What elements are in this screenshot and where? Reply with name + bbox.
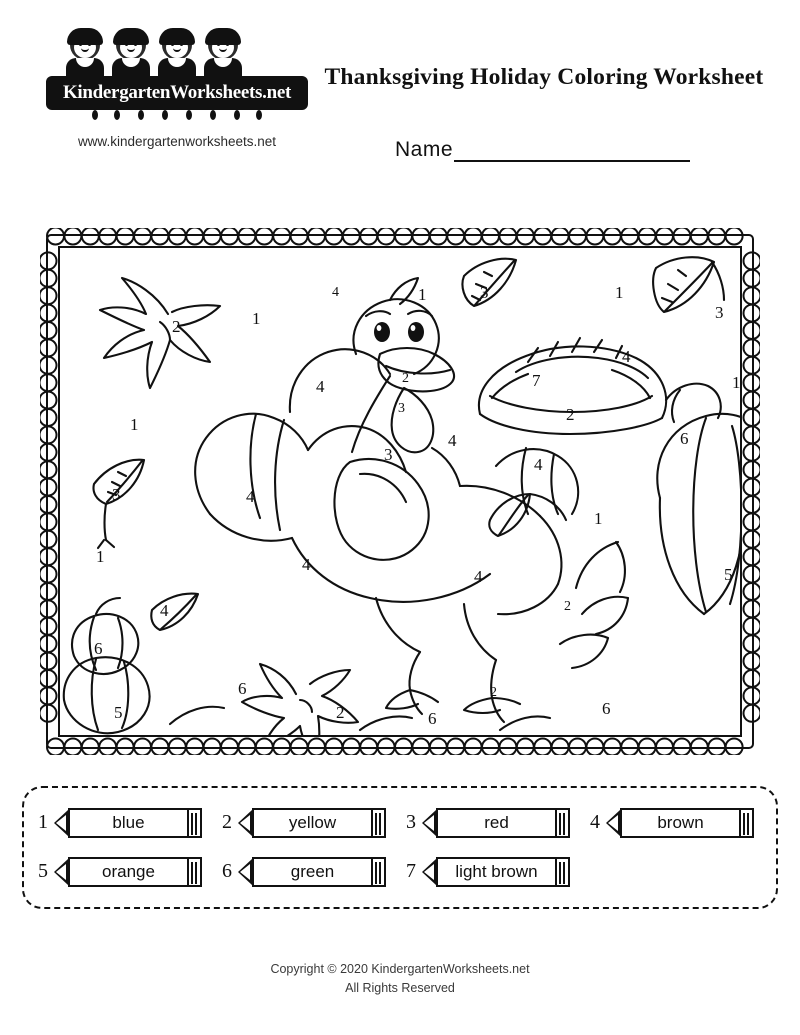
coloring-panel xyxy=(40,228,760,755)
crayon-tip-inner xyxy=(424,815,434,831)
legend-number: 7 xyxy=(406,860,416,882)
color-number-label: 3 xyxy=(112,485,121,504)
crayon-icon xyxy=(422,855,570,889)
color-number-label: 1 xyxy=(594,509,603,528)
color-number-label: 5 xyxy=(724,565,733,584)
name-label: Name xyxy=(395,138,454,161)
color-number-label: 4 xyxy=(534,455,543,474)
color-number-label: 2 xyxy=(564,599,571,614)
color-number-label: 3 xyxy=(480,283,489,302)
site-url-text: www.kindergartenworksheets.net xyxy=(77,134,277,149)
rights-text: All Rights Reserved xyxy=(345,980,455,995)
legend-color-name: yellow xyxy=(288,812,337,832)
crayon-icon xyxy=(606,806,754,840)
legend-item[interactable] xyxy=(400,798,584,847)
crayon-end xyxy=(557,857,570,887)
crayon-tip-inner xyxy=(240,864,250,880)
color-number-label: 4 xyxy=(246,487,255,506)
crayon-tip-inner xyxy=(424,864,434,880)
color-number-label: 4 xyxy=(474,567,483,586)
color-number-label: 6 xyxy=(680,429,689,448)
color-number-label: 5 xyxy=(114,703,123,722)
color-key-legend xyxy=(22,786,778,909)
crayon-tip-inner xyxy=(56,815,66,831)
page-footer xyxy=(0,960,800,998)
crayon-icon xyxy=(238,855,386,889)
crayon-barrel xyxy=(436,857,557,887)
crayon-barrel xyxy=(68,857,189,887)
crayon-icon xyxy=(54,855,202,889)
kid-figure-4 xyxy=(202,28,244,82)
legend-color-name: light brown xyxy=(455,861,538,881)
legend-item[interactable] xyxy=(216,847,400,896)
legend-number: 1 xyxy=(38,811,48,833)
legend-color-name: orange xyxy=(102,861,155,881)
color-number-label: 4 xyxy=(160,601,169,620)
color-number-label: 6 xyxy=(94,639,103,658)
legend-item-empty xyxy=(584,847,768,896)
turkey-scene-illustration xyxy=(60,248,742,737)
color-number-label: 1 xyxy=(615,283,624,302)
copyright-text: Copyright © 2020 KindergartenWorksheets.net xyxy=(270,962,530,976)
color-number-label: 6 xyxy=(238,679,247,698)
site-logo[interactable] xyxy=(46,28,308,118)
color-number-label: 2 xyxy=(566,405,575,424)
logo-decorative-dots xyxy=(86,110,266,122)
legend-grid xyxy=(32,798,768,897)
legend-number: 6 xyxy=(222,860,232,882)
crayon-tip-inner xyxy=(608,815,618,831)
color-number-label: 1 xyxy=(96,547,105,566)
page-header xyxy=(0,0,800,175)
legend-item[interactable] xyxy=(32,798,216,847)
color-number-label: 3 xyxy=(384,445,393,464)
color-number-label: 7 xyxy=(532,371,541,390)
color-number-label: 4 xyxy=(332,285,339,300)
color-number-label: 2 xyxy=(402,371,409,386)
page-title: Thanksgiving Holiday Coloring Worksheet xyxy=(324,63,764,90)
crayon-end xyxy=(189,808,202,838)
crayon-icon xyxy=(238,806,386,840)
legend-item[interactable] xyxy=(216,798,400,847)
color-number-label: 2 xyxy=(490,685,497,700)
legend-row-2 xyxy=(32,847,768,896)
color-number-label: 1 xyxy=(418,285,427,304)
legend-color-name: blue xyxy=(112,812,145,832)
color-number-label: 2 xyxy=(172,317,181,336)
color-number-label: 4 xyxy=(448,431,457,450)
color-number-label: 6 xyxy=(602,699,611,718)
legend-number: 3 xyxy=(406,811,416,833)
crayon-barrel xyxy=(252,808,373,838)
legend-item[interactable] xyxy=(584,798,768,847)
legend-row-1 xyxy=(32,798,768,847)
kid-figure-1 xyxy=(64,28,106,82)
crayon-end xyxy=(741,808,754,838)
legend-color-name: green xyxy=(290,861,335,881)
crayon-tip-inner xyxy=(240,815,250,831)
name-field-row xyxy=(395,138,690,162)
crayon-icon xyxy=(54,806,202,840)
crayon-tip-inner xyxy=(56,864,66,880)
logo-wordmark-band xyxy=(46,76,308,110)
kid-figure-2 xyxy=(110,28,152,82)
color-number-label: 1 xyxy=(130,415,139,434)
color-number-label: 6 xyxy=(428,709,437,728)
legend-item[interactable] xyxy=(32,847,216,896)
kid-figure-3 xyxy=(156,28,198,82)
crayon-end xyxy=(557,808,570,838)
crayon-barrel xyxy=(252,857,373,887)
coloring-canvas[interactable] xyxy=(58,246,742,737)
crayon-end xyxy=(373,857,386,887)
legend-number: 2 xyxy=(222,811,232,833)
color-number-label: 1 xyxy=(252,309,261,328)
legend-item[interactable] xyxy=(400,847,584,896)
crayon-barrel xyxy=(436,808,557,838)
legend-color-name: brown xyxy=(657,812,704,832)
crayon-barrel xyxy=(68,808,189,838)
color-number-label: 3 xyxy=(715,303,724,322)
crayon-end xyxy=(373,808,386,838)
color-number-label: 1 xyxy=(732,373,741,392)
legend-number: 5 xyxy=(38,860,48,882)
color-number-label: 3 xyxy=(398,401,405,416)
crayon-end xyxy=(189,857,202,887)
crayon-icon xyxy=(422,806,570,840)
legend-color-name: red xyxy=(484,812,509,832)
legend-number: 4 xyxy=(590,811,600,833)
color-number-label: 2 xyxy=(336,703,345,722)
name-input-line[interactable] xyxy=(454,142,690,162)
color-number-label: 4 xyxy=(622,347,631,366)
logo-wordmark-text: KindergartenWorksheets.net xyxy=(62,82,292,103)
color-number-label: 4 xyxy=(302,555,311,574)
color-number-label: 4 xyxy=(316,377,325,396)
crayon-barrel xyxy=(620,808,741,838)
